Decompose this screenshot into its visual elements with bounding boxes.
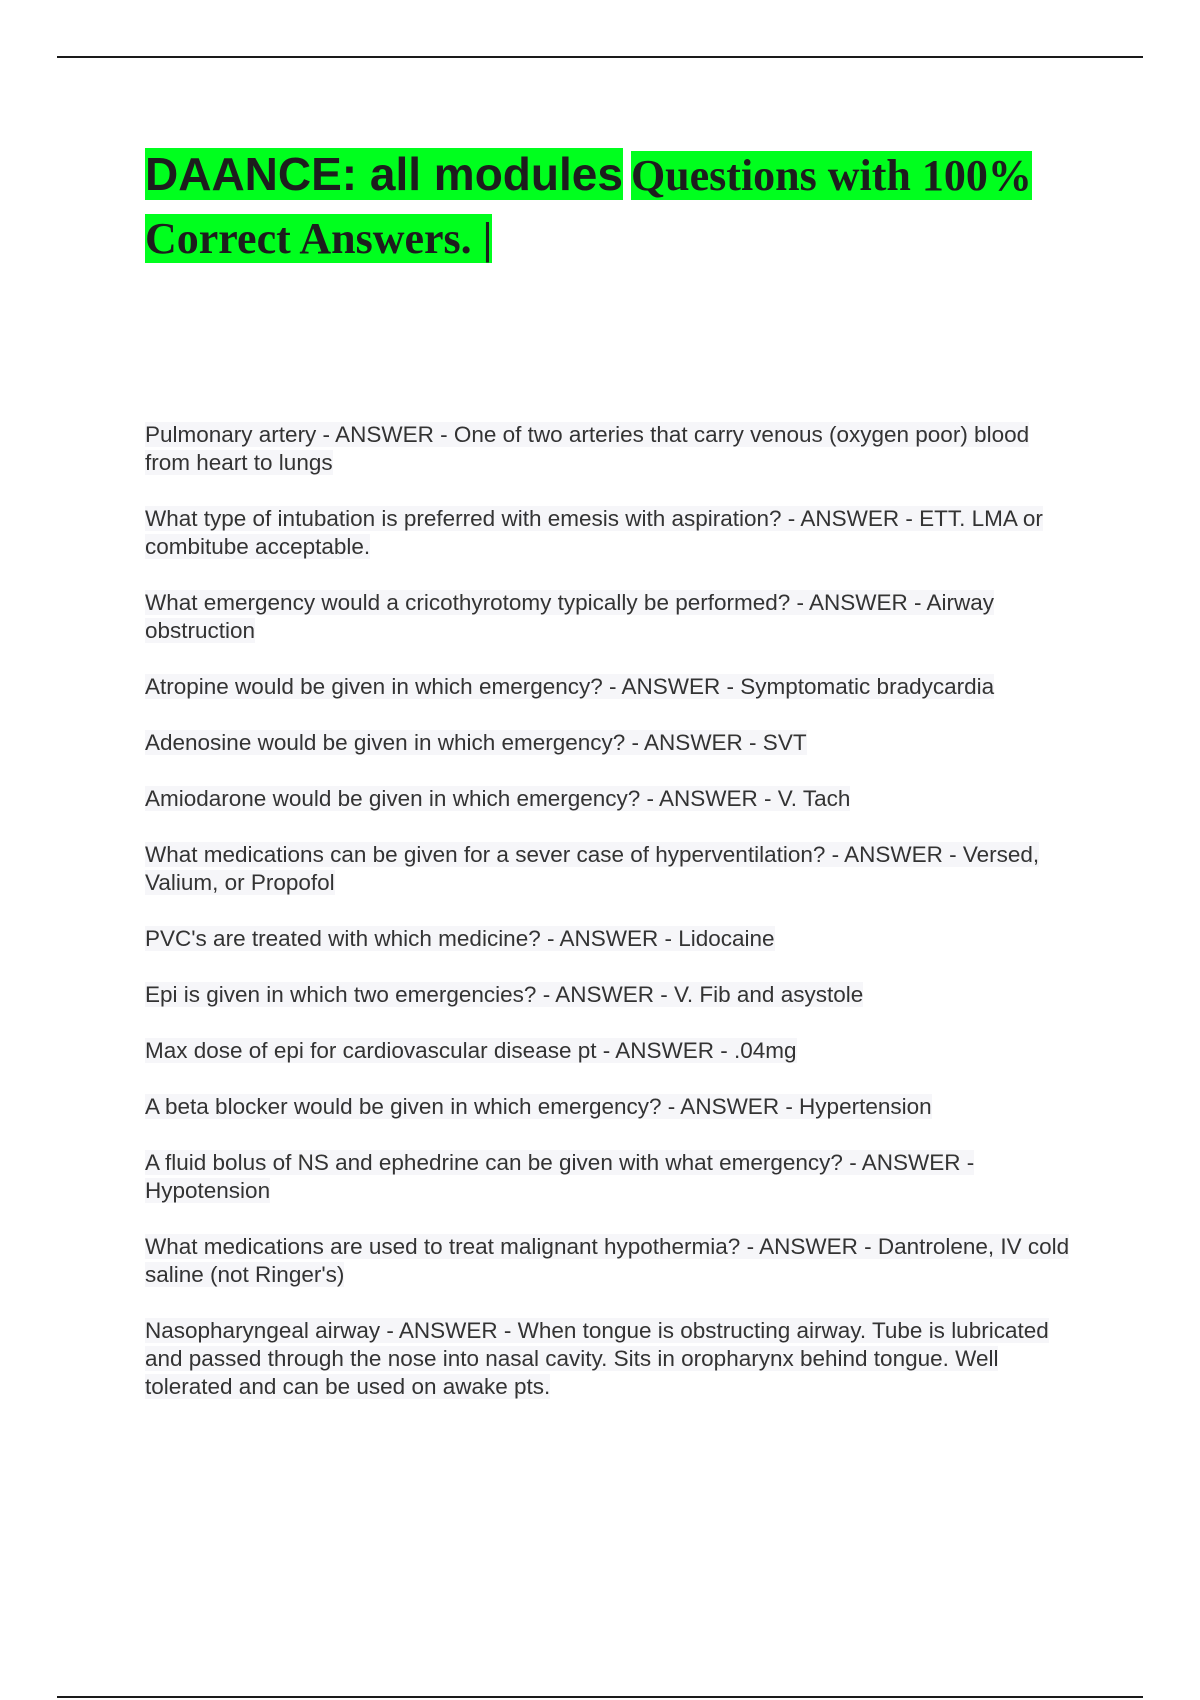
qa-text: Amiodarone would be given in which emergency? - ANSWER - V. Tach	[145, 786, 851, 811]
qa-item	[145, 1037, 1075, 1065]
title-part-2: Questions with 100% Correct Answers. |	[145, 151, 1032, 263]
qa-text: What medications can be given for a sever case of hyperventilation? - ANSWER - Versed, Valium, or Propofol	[145, 842, 1040, 895]
qa-list	[145, 421, 1075, 1429]
qa-item	[145, 673, 1075, 701]
qa-text: What type of intubation is preferred with emesis with aspiration? - ANSWER - ETT. LMA or combitube acceptable.	[145, 506, 1043, 559]
qa-item	[145, 841, 1075, 897]
qa-text: What emergency would a cricothyrotomy typically be performed? - ANSWER - Airway obstruction	[145, 590, 995, 643]
qa-text: Nasopharyngeal airway - ANSWER - When tongue is obstructing airway. Tube is lubricated and passed through the nose into nasal cavity. Sits in oropharynx behind tongue. Well tolerated and can be used on awake pts.	[145, 1318, 1049, 1399]
qa-text: Atropine would be given in which emergency? - ANSWER - Symptomatic bradycardia	[145, 674, 995, 699]
qa-item	[145, 1149, 1075, 1205]
qa-text: PVC's are treated with which medicine? - ANSWER - Lidocaine	[145, 926, 775, 951]
qa-item	[145, 1093, 1075, 1121]
qa-item	[145, 785, 1075, 813]
qa-item	[145, 981, 1075, 1009]
qa-text: Epi is given in which two emergencies? - ANSWER - V. Fib and asystole	[145, 982, 864, 1007]
qa-item	[145, 729, 1075, 757]
qa-item	[145, 421, 1075, 477]
qa-text: A fluid bolus of NS and ephedrine can be given with what emergency? - ANSWER - Hypotension	[145, 1150, 975, 1203]
qa-item	[145, 1233, 1075, 1289]
qa-text: Max dose of epi for cardiovascular disease pt - ANSWER - .04mg	[145, 1038, 797, 1063]
header-rule	[57, 56, 1143, 58]
title-part-1: DAANCE: all modules	[145, 148, 623, 200]
qa-text: Adenosine would be given in which emergency? - ANSWER - SVT	[145, 730, 807, 755]
qa-item	[145, 1317, 1075, 1401]
document-title	[145, 144, 1075, 272]
qa-item	[145, 925, 1075, 953]
qa-text: A beta blocker would be given in which emergency? - ANSWER - Hypertension	[145, 1094, 932, 1119]
qa-item	[145, 589, 1075, 645]
qa-item	[145, 505, 1075, 561]
qa-text: Pulmonary artery - ANSWER - One of two arteries that carry venous (oxygen poor) blood from heart to lungs	[145, 422, 1030, 475]
footer-rule	[57, 1696, 1143, 1698]
qa-text: What medications are used to treat malignant hypothermia? - ANSWER - Dantrolene, IV cold saline (not Ringer's)	[145, 1234, 1070, 1287]
